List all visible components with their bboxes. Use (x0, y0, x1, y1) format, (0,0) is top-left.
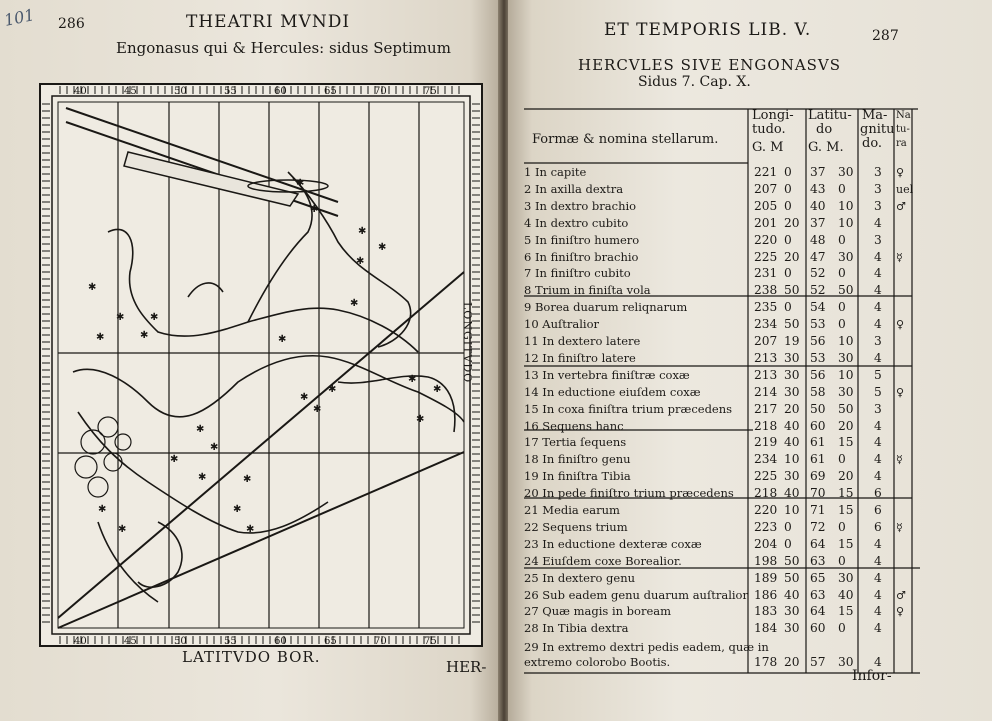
longitude-degrees: 207 (754, 181, 778, 196)
col-magnitudo-line2: gnitu (860, 122, 895, 137)
longitude-degrees: 183 (754, 604, 778, 619)
latitude-degrees: 37 (810, 215, 826, 230)
nature-symbol: ♀ (896, 166, 905, 179)
magnitude: 3 (874, 181, 882, 196)
top-scale-number: 45 (124, 86, 137, 97)
latitude-minutes: 0 (838, 232, 846, 247)
latitude-minutes: 50 (838, 283, 854, 298)
magnitude: 4 (874, 452, 882, 467)
magnitude: 4 (874, 469, 882, 484)
longitude-degrees: 207 (754, 334, 778, 348)
longitude-degrees: 184 (754, 621, 778, 636)
magnitude: 4 (874, 266, 882, 281)
chapter-title: HERCVLES SIVE ENGONASVS (578, 56, 842, 74)
latitude-degrees: 72 (810, 519, 826, 534)
nature-symbol: ☿ (896, 520, 903, 534)
longitude-degrees: 225 (754, 469, 778, 484)
longitude-degrees: 213 (754, 367, 778, 382)
magnitude: 4 (874, 435, 882, 450)
magnitude: 4 (874, 317, 882, 332)
top-scale-number: 60 (274, 86, 287, 97)
nature-symbol: ♀ (896, 385, 905, 399)
longitude-minutes: 0 (784, 536, 792, 551)
star-name: 23 In eductione dexteræ coxæ (524, 536, 702, 551)
longitude-minutes: 30 (784, 350, 800, 365)
star-mark: ✱ (210, 442, 219, 453)
handwritten-note: 101 (2, 5, 37, 30)
longitude-degrees: 189 (754, 570, 778, 585)
star-mark: ✱ (278, 334, 287, 345)
bottom-scale-label: LATITVDO BOR. (182, 648, 321, 666)
star-name: 11 In dextero latere (524, 334, 641, 348)
star-name: 5 In finiſtro humero (524, 232, 640, 247)
col-magnitudo-line1: Ma- (862, 108, 888, 123)
star-mark: ✱ (140, 330, 149, 341)
magnitude: 4 (874, 570, 882, 585)
left-subtitle: Engonasus qui & Hercules: sidus Septimum (116, 39, 451, 57)
top-scale-number: 40 (74, 86, 87, 97)
star-name: 21 Media earum (524, 503, 620, 517)
star-name: 8 Trium in finiſta vola (524, 283, 651, 298)
latitude-degrees: 61 (810, 435, 826, 450)
longitude-minutes: 30 (784, 367, 800, 382)
star-mark: ✱ (358, 226, 367, 237)
magnitude: 4 (874, 300, 882, 315)
magnitude: 4 (874, 536, 882, 551)
star-mark: ✱ (310, 204, 319, 215)
star-name: 14 In eductione eiuſdem coxæ (524, 384, 701, 399)
star-name: 20 In pede finiſtro trium præcedens (524, 486, 734, 501)
magnitude: 6 (874, 486, 882, 501)
top-scale-number: 65 (324, 86, 337, 97)
longitude-degrees: 201 (754, 215, 778, 230)
latitude-degrees: 53 (810, 350, 826, 365)
col-latitudo-gm: G. M. (808, 140, 844, 155)
star-mark: ✱ (150, 312, 159, 323)
latitude-degrees: 60 (810, 621, 826, 636)
longitude-minutes: 20 (784, 249, 800, 264)
nature-symbol: ☿ (896, 453, 903, 467)
star-name: 12 In finiſtro latere (524, 350, 636, 365)
star-name: 25 In dextero genu (524, 570, 636, 585)
star-name: 13 In vertebra finiſtræ coxæ (524, 367, 690, 382)
star-name: 27 Quæ magis in boream (524, 604, 672, 619)
longitude-degrees: 220 (754, 503, 778, 517)
longitude-minutes: 0 (784, 232, 792, 247)
latitude-degrees: 50 (810, 401, 826, 416)
latitude-minutes: 15 (838, 536, 854, 551)
left-running-head: THEATRI MVNDI (186, 12, 351, 32)
longitude-degrees: 186 (754, 587, 778, 602)
latitude-degrees: 48 (810, 232, 826, 247)
longitude-degrees: 231 (754, 266, 778, 281)
magnitude: 4 (874, 553, 882, 568)
latitude-minutes: 0 (838, 181, 846, 196)
star-mark: ✱ (118, 524, 127, 535)
right-page-number: 287 (872, 28, 899, 44)
latitude-degrees: 52 (810, 283, 826, 298)
longitude-degrees: 238 (754, 283, 778, 298)
star-name: 4 In dextro cubito (524, 215, 629, 230)
star-name: 15 In coxa finiſtra trium præcedens (524, 401, 733, 416)
latitude-minutes: 10 (838, 198, 854, 213)
latitude-degrees: 65 (810, 570, 826, 585)
magnitude: 3 (874, 165, 882, 179)
latitude-minutes: 0 (838, 317, 846, 332)
col-magnitudo-line3: do. (862, 136, 883, 151)
latitude-degrees: 69 (810, 469, 826, 484)
bottom-scale-number: 75 (424, 636, 437, 647)
longitude-degrees: 234 (754, 317, 778, 332)
magnitude: 4 (874, 215, 882, 230)
latitude-degrees: 61 (810, 452, 826, 467)
longitude-minutes: 20 (784, 215, 800, 230)
latitude-degrees: 52 (810, 266, 826, 281)
latitude-minutes: 0 (838, 553, 846, 568)
top-scale-number: 55 (224, 86, 237, 97)
star-catalog-table (518, 103, 920, 676)
latitude-degrees: 47 (810, 249, 826, 264)
star-mark: ✱ (378, 242, 387, 253)
longitude-minutes: 0 (784, 198, 792, 213)
longitude-minutes: 0 (784, 300, 792, 315)
magnitude: 5 (874, 367, 882, 382)
magnitude: 3 (874, 198, 882, 213)
longitude-degrees: 235 (754, 300, 778, 315)
latitude-minutes: 0 (838, 266, 846, 281)
longitude-minutes: 30 (784, 621, 800, 636)
latitude-minutes: 20 (838, 469, 854, 484)
longitude-minutes: 40 (784, 486, 800, 501)
latitude-minutes: 0 (838, 300, 846, 315)
star-name: 18 In finiſtro genu (524, 452, 631, 467)
star-name: 17 Tertia ſequens (524, 435, 627, 450)
longitude-minutes: 50 (784, 570, 800, 585)
star-mark: ✱ (96, 332, 105, 343)
magnitude: 4 (874, 604, 882, 619)
latitude-minutes: 10 (838, 367, 854, 382)
star-mark: ✱ (233, 504, 242, 515)
latitude-degrees: 56 (810, 367, 826, 382)
top-scale-number: 75 (424, 86, 437, 97)
magnitude: 4 (874, 350, 882, 365)
longitude-degrees: 178 (754, 655, 778, 670)
col-longitudo-gm: G. M (752, 140, 784, 155)
col-latitudo-line2: do (816, 122, 833, 137)
latitude-degrees: 63 (810, 587, 826, 602)
constellation-woodcut-plate (38, 82, 484, 648)
latitude-minutes: 30 (838, 570, 854, 585)
longitude-degrees: 218 (754, 418, 778, 433)
star-name: 2 In axilla dextra (524, 181, 624, 196)
right-catchword: Infor- (852, 668, 892, 684)
latitude-degrees: 58 (810, 384, 826, 399)
latitude-degrees: 64 (810, 536, 826, 551)
longitude-minutes: 50 (784, 283, 800, 298)
star-mark: ✱ (296, 178, 305, 189)
left-page-number: 286 (58, 16, 85, 32)
magnitude: 3 (874, 232, 882, 247)
longitude-minutes: 30 (784, 604, 800, 619)
col-latitudo-line1: Latitu- (808, 108, 852, 123)
longitude-minutes: 30 (784, 384, 800, 399)
longitude-minutes: 10 (784, 452, 800, 467)
latitude-minutes: 30 (838, 165, 854, 179)
magnitude: 4 (874, 418, 882, 433)
latitude-minutes: 30 (838, 655, 854, 670)
star-name: 10 Auſtralior (524, 317, 600, 332)
bottom-scale-number: 55 (224, 636, 237, 647)
longitude-minutes: 40 (784, 418, 800, 433)
latitude-minutes: 30 (838, 350, 854, 365)
bottom-scale-number: 60 (274, 636, 287, 647)
col-natura-line3: ra (896, 138, 907, 149)
top-scale-number: 50 (174, 86, 187, 97)
col-longitudo-line2: tudo. (752, 122, 786, 137)
latitude-degrees: 63 (810, 553, 826, 568)
latitude-degrees: 53 (810, 317, 826, 332)
bottom-scale-number: 50 (174, 636, 187, 647)
latitude-minutes: 10 (838, 334, 854, 348)
longitude-degrees: 218 (754, 486, 778, 501)
latitude-degrees: 60 (810, 418, 826, 433)
nature-symbol: ♀ (896, 605, 905, 619)
nature-symbol: ♂ (896, 588, 906, 602)
magnitude: 4 (874, 283, 882, 298)
longitude-minutes: 20 (784, 655, 800, 670)
star-mark: ✱ (98, 504, 107, 515)
longitude-minutes: 40 (784, 587, 800, 602)
side-scale-label: LONGITVDO (461, 302, 474, 384)
star-name: 1 In capite (524, 165, 587, 179)
right-running-head: ET TEMPORIS LIB. V. (604, 20, 812, 40)
longitude-minutes: 0 (784, 181, 792, 196)
latitude-minutes: 0 (838, 452, 846, 467)
magnitude: 3 (874, 334, 882, 348)
longitude-minutes: 50 (784, 553, 800, 568)
latitude-minutes: 15 (838, 604, 854, 619)
latitude-degrees: 57 (810, 655, 826, 670)
bottom-scale-number: 45 (124, 636, 137, 647)
longitude-degrees: 219 (754, 435, 778, 450)
longitude-minutes: 0 (784, 165, 792, 179)
star-mark: ✱ (328, 384, 337, 395)
longitude-degrees: 198 (754, 553, 778, 568)
longitude-minutes: 0 (784, 519, 792, 534)
bottom-scale-number: 40 (74, 636, 87, 647)
bottom-scale-number: 70 (374, 636, 387, 647)
longitude-minutes: 50 (784, 317, 800, 332)
magnitude: 4 (874, 249, 882, 264)
longitude-degrees: 205 (754, 198, 778, 213)
magnitude: 4 (874, 587, 882, 602)
star-mark: ✱ (116, 312, 125, 323)
latitude-minutes: 0 (838, 519, 846, 534)
latitude-degrees: 56 (810, 334, 826, 348)
star-mark: ✱ (313, 404, 322, 415)
star-mark: ✱ (196, 424, 205, 435)
star-name: 28 In Tibia dextra (524, 621, 629, 636)
latitude-minutes: 40 (838, 587, 854, 602)
star-name-cont: extremo colorobo Bootis. (524, 655, 671, 670)
longitude-degrees: 223 (754, 519, 778, 534)
magnitude: 6 (874, 503, 882, 517)
latitude-minutes: 30 (838, 249, 854, 264)
star-mark: ✱ (408, 374, 417, 385)
star-mark: ✱ (88, 282, 97, 293)
star-name: 29 In extremo dextri pedis eadem, quæ in (524, 640, 769, 655)
longitude-degrees: 220 (754, 232, 778, 247)
magnitude: 4 (874, 655, 882, 670)
longitude-degrees: 213 (754, 350, 778, 365)
longitude-minutes: 19 (784, 334, 800, 348)
latitude-degrees: 71 (810, 503, 826, 517)
longitude-minutes: 0 (784, 266, 792, 281)
star-name: 9 Borea duarum reliqnarum (524, 300, 688, 315)
nature-symbol: ♀ (896, 318, 905, 332)
nature-symbol: ♂ (896, 199, 906, 213)
latitude-minutes: 20 (838, 418, 854, 433)
magnitude: 6 (874, 519, 882, 534)
latitude-degrees: 37 (810, 165, 826, 179)
magnitude: 4 (874, 621, 882, 636)
magnitude: 3 (874, 401, 882, 416)
nature-symbol: uel (896, 182, 914, 196)
longitude-minutes: 10 (784, 503, 800, 517)
star-mark: ✱ (350, 298, 359, 309)
star-name: 22 Sequens trium (524, 519, 628, 534)
star-name: 6 In finiſtro brachio (524, 249, 639, 264)
star-mark: ✱ (246, 524, 255, 535)
latitude-degrees: 43 (810, 181, 826, 196)
magnitude: 5 (874, 384, 882, 399)
star-name: 16 Sequens hanc (524, 418, 624, 433)
star-name: 19 In finiſtra Tibia (524, 469, 631, 484)
latitude-minutes: 15 (838, 435, 854, 450)
latitude-minutes: 15 (838, 503, 854, 517)
latitude-minutes: 50 (838, 401, 854, 416)
star-name: 3 In dextro brachio (524, 198, 637, 213)
longitude-degrees: 204 (754, 536, 778, 551)
longitude-degrees: 225 (754, 249, 778, 264)
nature-symbol: ☿ (896, 250, 903, 264)
latitude-degrees: 70 (810, 486, 826, 501)
star-mark: ✱ (170, 454, 179, 465)
latitude-minutes: 30 (838, 384, 854, 399)
latitude-minutes: 0 (838, 621, 846, 636)
longitude-minutes: 30 (784, 469, 800, 484)
star-mark: ✱ (198, 472, 207, 483)
longitude-minutes: 20 (784, 401, 800, 416)
col-natura-line2: tu- (896, 124, 910, 135)
col-natura-line1: Na (896, 110, 911, 121)
table-header-label: Formæ & nomina stellarum. (532, 132, 719, 147)
star-mark: ✱ (433, 384, 442, 395)
longitude-degrees: 217 (754, 401, 778, 416)
left-catchword: HER- (446, 658, 487, 676)
star-name: 7 In finiſtro cubito (524, 266, 631, 281)
star-mark: ✱ (300, 392, 309, 403)
star-mark: ✱ (243, 474, 252, 485)
latitude-degrees: 54 (810, 300, 826, 315)
latitude-minutes: 15 (838, 486, 854, 501)
latitude-degrees: 64 (810, 604, 826, 619)
longitude-degrees: 234 (754, 452, 778, 467)
star-mark: ✱ (416, 414, 425, 425)
longitude-degrees: 214 (754, 384, 778, 399)
chapter-subtitle: Sidus 7. Cap. X. (638, 74, 751, 90)
top-scale-number: 70 (374, 86, 387, 97)
latitude-degrees: 40 (810, 198, 826, 213)
star-name: 26 Sub eadem genu duarum auſtralior (524, 587, 748, 602)
col-longitudo-line1: Longi- (752, 108, 794, 123)
longitude-degrees: 221 (754, 165, 778, 179)
star-name: 24 Eiuſdem coxe Borealior. (524, 553, 682, 568)
longitude-minutes: 40 (784, 435, 800, 450)
bottom-scale-number: 65 (324, 636, 337, 647)
star-mark: ✱ (356, 256, 365, 267)
latitude-minutes: 10 (838, 215, 854, 230)
